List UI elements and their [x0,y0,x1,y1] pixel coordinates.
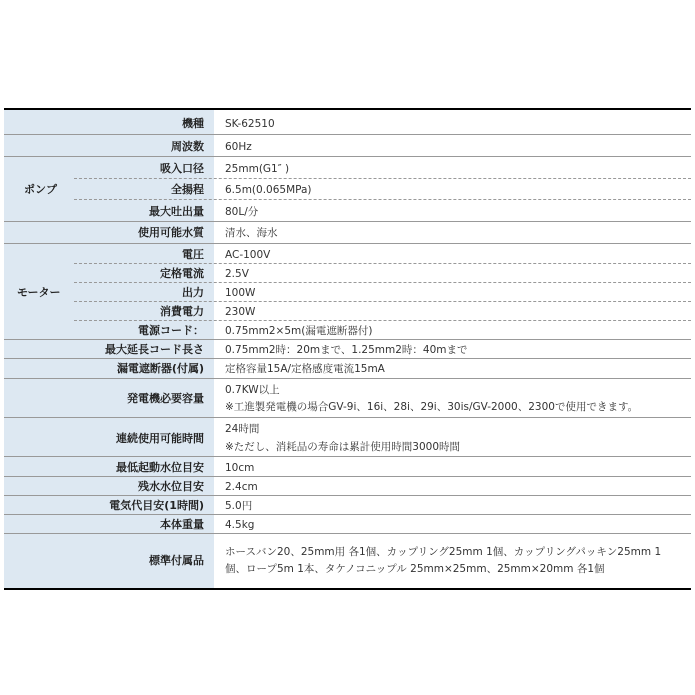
row-value-max-extension: 0.75mm2時：20mまで、1.25mm2時：40mまで [225,344,468,356]
row-label-total-head: 全揚程 [171,183,204,196]
row-divider [4,378,691,379]
row-value-generator-note: ※工進製発電機の場合GV-9i、16i、28i、29i、30is/GV-2000、2300で使用できます。 [225,401,639,413]
row-value-total-head: 6.5m(0.065MPa) [225,184,312,196]
row-divider [74,263,691,264]
row-value-residual-level: 2.4cm [225,481,258,493]
row-value-power-cord: 0.75mm2×5m(漏電遮断器付) [225,325,373,337]
row-value-weight: 4.5kg [225,519,255,531]
row-label-frequency: 周波数 [171,140,204,153]
row-label-generator-capacity: 発電機必要容量 [127,392,204,405]
row-value-output: 100W [225,287,256,299]
row-divider [4,243,691,244]
row-label-power-cord: 電源コード： [138,324,204,337]
row-divider [4,134,691,135]
row-divider [4,358,691,359]
row-label-rated-current: 定格電流 [160,267,204,280]
row-value-model: SK-62510 [225,118,275,130]
row-label-water-quality: 使用可能水質 [138,226,204,239]
row-divider [4,514,691,515]
row-value-inlet-diameter: 25mm(G1″ ) [225,163,290,175]
row-label-output: 出力 [182,286,204,299]
spec-table [4,108,691,590]
row-divider [4,156,691,157]
row-divider [4,476,691,477]
row-label-power-consumption: 消費電力 [160,305,204,318]
row-divider [74,282,691,283]
row-value-min-start-level: 10cm [225,462,255,474]
row-divider [4,417,691,418]
row-divider [4,533,691,534]
row-value-accessories-line2: 個、ロープ5m 1本、タケノコニップル 25mm×25mm、25mm×20mm 各1個 [225,563,605,575]
row-label-model: 機種 [182,117,204,130]
row-divider [74,199,691,200]
row-divider [74,178,691,179]
row-label-min-start-level: 最低起動水位目安 [116,461,204,474]
row-divider [4,495,691,496]
row-value-max-discharge: 80L/分 [225,206,259,218]
row-value-generator-capacity: 0.7KW以上 [225,384,280,396]
row-divider [74,301,691,302]
group-label-pump: ポンプ [24,183,57,196]
row-label-residual-level: 残水水位目安 [138,480,204,493]
row-label-accessories: 標準付属品 [149,554,204,567]
row-value-water-quality: 清水、海水 [225,227,278,239]
row-divider [4,221,691,222]
row-value-voltage: AC-100V [225,249,271,261]
row-divider [4,339,691,340]
row-label-continuous-time: 連続使用可能時間 [116,432,204,445]
row-value-rated-current: 2.5V [225,268,249,280]
group-label-motor: モーター [17,286,61,299]
row-label-max-discharge: 最大吐出量 [149,205,204,218]
row-value-accessories: ホースバン20、25mm用 各1個、カップリング25mm 1個、カップリングパッキン25mm 1 [225,546,662,558]
row-divider [74,320,691,321]
row-label-max-extension: 最大延長コード長さ [105,343,204,356]
row-value-breaker: 定格容量15A/定格感度電流15mA [225,363,385,375]
row-value-electricity-cost: 5.0円 [225,500,253,512]
row-label-breaker: 漏電遮断器(付属) [116,362,204,375]
row-label-voltage: 電圧 [182,248,204,261]
row-value-frequency: 60Hz [225,141,252,153]
row-value-continuous-note: ※ただし、消耗品の寿命は累計使用時間3000時間 [225,441,461,453]
row-divider [4,456,691,457]
row-label-weight: 本体重量 [160,518,204,531]
row-value-continuous-time: 24時間 [225,423,260,435]
row-label-electricity-cost: 電気代目安(1時間) [109,499,204,512]
row-label-inlet-diameter: 吸入口径 [160,162,204,175]
row-value-power-consumption: 230W [225,306,256,318]
